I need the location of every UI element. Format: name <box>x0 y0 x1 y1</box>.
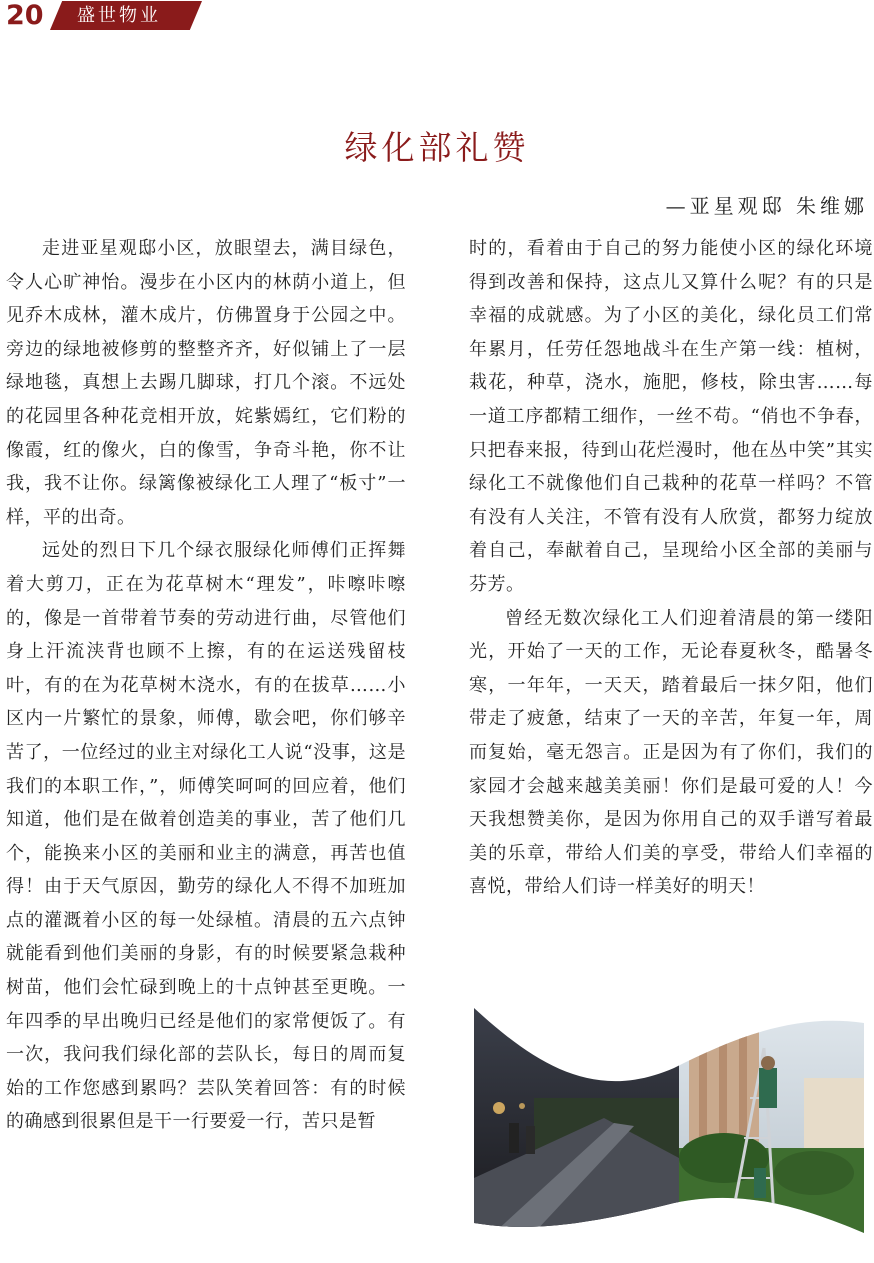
page-header <box>0 0 220 32</box>
left-column <box>6 232 406 1139</box>
paragraph: 远处的烈日下几个绿衣服绿化师傅们正挥舞着大剪刀，正在为花草树木“理发”，咔嚓咔嚓的，像是一首带着节奏的劳动进行曲，尽管他们身上汗流浃背也顾不上擦，有的在运送残留枝叶，有的在为花草树木浇水，有的在拔草……小区内一片繁忙的景象，师傅，歇会吧，你们够辛苦了，一位经过的业主对绿化工人说“没事，这是我们的本职工作，”，师傅笑呵呵的回应着，他们知道，他们是在做着创造美的事业，苦了他们几个，能换来小区的美丽和业主的满意，再苦也值得！由于天气原因，勤劳的绿化人不得不加班加点的灌溉着小区的每一处绿植。清晨的五六点钟就能看到他们美丽的身影，有的时候要紧急栽种树苗，他们会忙碌到晚上的十点钟甚至更晚。一年四季的早出晚归已经是他们的家常便饭了。有一次，我问我们绿化部的芸队长，每日的周而复始的工作您感到累吗？芸队笑着回答：有的时候的确感到很累但是干一行要爱一行，苦只是暂 <box>6 540 406 1133</box>
page-number: 20 <box>6 0 44 31</box>
article-photo <box>474 1008 864 1233</box>
paragraph: 时的，看着由于自己的努力能使小区的绿化环境得到改善和保持，这点儿又算什么呢？有的只是幸福的成就感。为了小区的美化，绿化员工们常年累月，任劳任怨地战斗在生产第一线：植树，栽花，种草，浇水，施肥，修枝，除虫害……每一道工序都精工细作，一丝不苟。“俏也不争春，只把春来报，待到山花烂漫时，他在丛中笑”其实绿化工不就像他们自己栽种的花草一样吗？不管有没有人关注，不管有没有人欣赏，都努力绽放着自己，奉献着自己，呈现给小区全部的美丽与芬芳。 <box>469 238 873 595</box>
paragraph: 走进亚星观邸小区，放眼望去，满目绿色，令人心旷神怡。漫步在小区内的林荫小道上，但见乔木成林，灌木成片，仿佛置身于公园之中。旁边的绿地被修剪的整整齐齐，好似铺上了一层绿地毯，真想上去踢几脚球，打几个滚。不远处的花园里各种花竞相开放，姹紫嫣红，它们粉的像霞，红的像火，白的像雪，争奇斗艳，你不让我，我不让你。绿篱像被绿化工人理了“板寸”一样，平的出奇。 <box>6 238 406 528</box>
article-byline: —亚星观邸 朱维娜 <box>665 194 868 218</box>
paragraph: 曾经无数次绿化工人们迎着清晨的第一缕阳光，开始了一天的工作，无论春夏秋冬，酷暑冬寒，一年年，一天天，踏着最后一抹夕阳，他们带走了疲惫，结束了一天的辛苦，年复一年，周而复始，毫无怨言。正是因为有了你们，我们的家园才会越来越美美丽！你们是最可爱的人！今天我想赞美你，是因为你用自己的双手谱写着最美的乐章，带给人们美的享受，带给人们幸福的喜悦，带给人们诗一样美好的明天！ <box>469 607 873 898</box>
right-column <box>469 232 873 904</box>
article-title: 绿化部礼赞 <box>344 128 530 167</box>
section-label: 盛世物业 <box>77 5 161 26</box>
